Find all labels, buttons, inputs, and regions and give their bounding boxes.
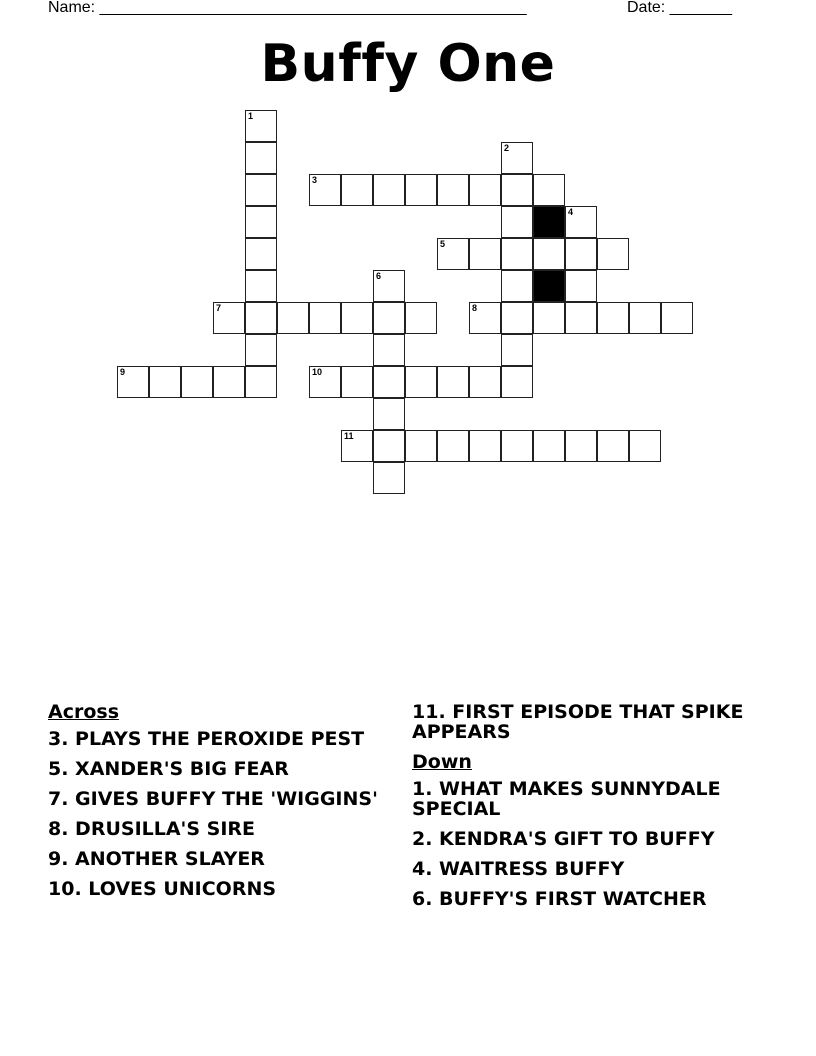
grid-cell[interactable] [245,366,277,398]
grid-cell-2[interactable] [501,142,533,174]
grid-cell[interactable] [565,238,597,270]
grid-cell[interactable] [373,174,405,206]
grid-cell[interactable] [501,366,533,398]
grid-cell-5[interactable] [437,238,469,270]
clue-number: 6 [376,271,382,281]
grid-cell[interactable] [373,334,405,366]
grid-cell[interactable] [437,430,469,462]
grid-cell[interactable] [373,302,405,334]
grid-cell[interactable] [373,462,405,494]
grid-cell[interactable] [437,366,469,398]
grid-cell[interactable] [629,302,661,334]
grid-cell[interactable] [533,174,565,206]
across-clue-5: 5. XANDER'S BIG FEAR [48,758,289,780]
date-field-label: Date: _______ [627,0,732,16]
grid-cell[interactable] [405,302,437,334]
clue-number: 10 [312,367,323,377]
grid-cell[interactable] [501,270,533,302]
grid-cell-10[interactable] [309,366,341,398]
clue-number: 1 [248,111,254,121]
grid-cell[interactable] [533,430,565,462]
across-heading: Across [48,701,120,723]
grid-cell[interactable] [181,366,213,398]
black-cell [533,270,565,302]
across-clue-3: 3. PLAYS THE PEROXIDE PEST [48,728,365,750]
grid-cell[interactable] [373,430,405,462]
crossword-grid [0,0,816,520]
grid-cell[interactable] [501,430,533,462]
grid-cell-1[interactable] [245,110,277,142]
grid-cell-11[interactable] [341,430,373,462]
grid-cell[interactable] [501,334,533,366]
grid-cell[interactable] [597,238,629,270]
across-clue-8: 8. DRUSILLA'S SIRE [48,818,256,840]
grid-cell[interactable] [565,302,597,334]
grid-cell[interactable] [277,302,309,334]
clues-right-column [412,702,772,919]
grid-cell[interactable] [629,430,661,462]
down-clue-1: 1. WHAT MAKES SUNNYDALE SPECIAL [412,778,721,820]
grid-cell[interactable] [309,302,341,334]
clue-number: 4 [568,207,574,217]
grid-cell[interactable] [213,366,245,398]
across-clue-7: 7. GIVES BUFFY THE 'WIGGINS' [48,788,378,810]
grid-cell[interactable] [661,302,693,334]
grid-cell-6[interactable] [373,270,405,302]
grid-cell[interactable] [565,270,597,302]
grid-cell[interactable] [245,334,277,366]
across-clue-10: 10. LOVES UNICORNS [48,878,277,900]
down-clue-2: 2. KENDRA'S GIFT TO BUFFY [412,828,715,850]
grid-cell-9[interactable] [117,366,149,398]
grid-cell[interactable] [501,206,533,238]
grid-cell-8[interactable] [469,302,501,334]
clue-number: 11 [344,431,354,441]
grid-cell[interactable] [373,398,405,430]
grid-cell[interactable] [245,270,277,302]
across-clue-9: 9. ANOTHER SLAYER [48,848,265,870]
grid-cell[interactable] [341,366,373,398]
grid-cell[interactable] [501,302,533,334]
clue-number: 5 [440,239,446,249]
grid-cell[interactable] [245,206,277,238]
puzzle-title: Buffy One [260,34,556,94]
grid-cell[interactable] [565,430,597,462]
clues-left-column [48,702,378,909]
grid-cell[interactable] [341,174,373,206]
grid-cell[interactable] [437,174,469,206]
grid-cell[interactable] [341,302,373,334]
grid-cell-3[interactable] [309,174,341,206]
clue-number: 3 [312,175,318,185]
grid-cell[interactable] [405,430,437,462]
grid-cell[interactable] [533,238,565,270]
grid-cell[interactable] [501,174,533,206]
clue-number: 7 [216,303,222,313]
clue-number: 2 [504,143,510,153]
clue-number: 8 [472,303,478,313]
down-heading: Down [412,751,472,773]
grid-cell[interactable] [469,238,501,270]
grid-cell[interactable] [245,302,277,334]
grid-cell[interactable] [405,174,437,206]
grid-cell[interactable] [373,366,405,398]
grid-cell[interactable] [405,366,437,398]
grid-cell[interactable] [149,366,181,398]
black-cell [533,206,565,238]
name-field-label: Name: ________________________________________________ [48,0,527,16]
grid-cell[interactable] [533,302,565,334]
clue-number: 9 [120,367,126,377]
down-clue-6: 6. BUFFY'S FIRST WATCHER [412,888,707,910]
across-clue-11: 11. FIRST EPISODE THAT SPIKE APPEARS [412,701,744,743]
grid-cell[interactable] [469,430,501,462]
grid-cell[interactable] [245,142,277,174]
grid-cell[interactable] [245,238,277,270]
grid-cell[interactable] [469,366,501,398]
grid-cell[interactable] [469,174,501,206]
grid-cell[interactable] [597,430,629,462]
grid-cell-7[interactable] [213,302,245,334]
grid-cell[interactable] [501,238,533,270]
grid-cell-4[interactable] [565,206,597,238]
grid-cell[interactable] [597,302,629,334]
down-clue-4: 4. WAITRESS BUFFY [412,858,625,880]
grid-cell[interactable] [245,174,277,206]
